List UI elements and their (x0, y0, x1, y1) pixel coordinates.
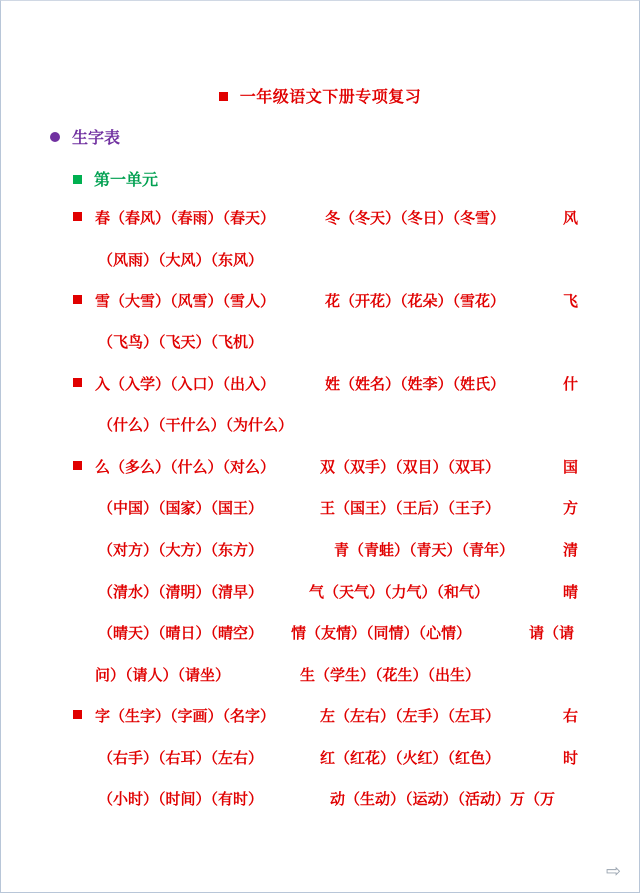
square-bullet-icon (73, 208, 82, 228)
vocab-item: 么（多么）（什么）（对么） (95, 458, 276, 476)
vocab-item: 方 (563, 499, 579, 517)
vocab-item: （右手）（右耳）（左右） (98, 749, 264, 767)
section-text: 生字表 (72, 128, 121, 147)
square-bullet-icon (73, 706, 82, 726)
vocab-item: （中国）（国家）（国王） (98, 499, 264, 517)
square-bullet-icon (73, 175, 82, 184)
vocab-item: 什 (563, 375, 579, 393)
vocab-item: （风雨）（大风）（东风） (98, 251, 264, 269)
vocab-item: 王（国王）（王后）（王子） (320, 499, 501, 517)
vocab-item: （晴天）（晴日）（晴空） (98, 624, 264, 642)
square-bullet-icon (219, 92, 228, 101)
vocab-item: 国 (563, 458, 579, 476)
section-heading (50, 125, 120, 148)
next-page-arrow-icon[interactable]: ⇨ (606, 861, 622, 882)
vocab-item: 风 (563, 209, 579, 227)
vocab-item: 春（春风）（春雨）（春天） (95, 209, 276, 227)
vocab-item: （清水）（清明）（清早） (98, 583, 264, 601)
vocab-item: 花（开花）（花朵）（雪花） (325, 292, 506, 310)
vocab-item: 字（生字）（字画）（名字） (95, 707, 276, 725)
vocab-item: 入（入学）（入口）（出入） (95, 375, 276, 393)
vocab-item: 冬（冬天）（冬日）（冬雪） (325, 209, 506, 227)
document-title (0, 84, 640, 107)
vocab-item: 飞 (563, 292, 579, 310)
vocab-item: 雪（大雪）（风雪）（雪人） (95, 292, 276, 310)
vocab-item: 问）（请人）（请坐） (95, 666, 231, 684)
vocab-item: 红（红花）（火红）（红色） (320, 749, 501, 767)
vocab-item: 情（友情）（同情）（心情） (291, 624, 472, 642)
square-bullet-icon (73, 291, 82, 311)
vocab-item: 时 (563, 749, 579, 767)
vocab-item: 气（天气）（力气）（和气） (309, 583, 490, 601)
circle-bullet-icon (50, 132, 60, 142)
vocab-item: 右 (563, 707, 579, 725)
vocab-item: （飞鸟）（飞天）（飞机） (98, 333, 264, 351)
title-text: 一年级语文下册专项复习 (239, 87, 422, 106)
vocab-item: （小时）（时间）（有时） (98, 790, 264, 808)
square-bullet-icon (73, 374, 82, 394)
unit-text: 第一单元 (94, 170, 159, 189)
vocab-item: 青（青蛙）（青天）（青年） (334, 541, 515, 559)
vocab-item: 姓（姓名）（姓李）（姓氏） (325, 375, 506, 393)
square-bullet-icon (73, 457, 82, 477)
vocab-item: 生（学生）（花生）（出生） (300, 666, 481, 684)
vocab-item: 请（请 (529, 624, 575, 642)
vocab-item: 左（左右）（左手）（左耳） (320, 707, 501, 725)
vocab-item: （什么）（干什么）（为什么） (98, 416, 294, 434)
vocab-item: （对方）（大方）（东方） (98, 541, 264, 559)
vocab-item: 晴 (563, 583, 579, 601)
vocab-item: 双（双手）（双目）（双耳） (320, 458, 501, 476)
unit-heading (73, 167, 158, 190)
vocab-item: 清 (563, 541, 579, 559)
vocab-item: 动（生动）（运动）（活动）万（万 (330, 790, 556, 808)
